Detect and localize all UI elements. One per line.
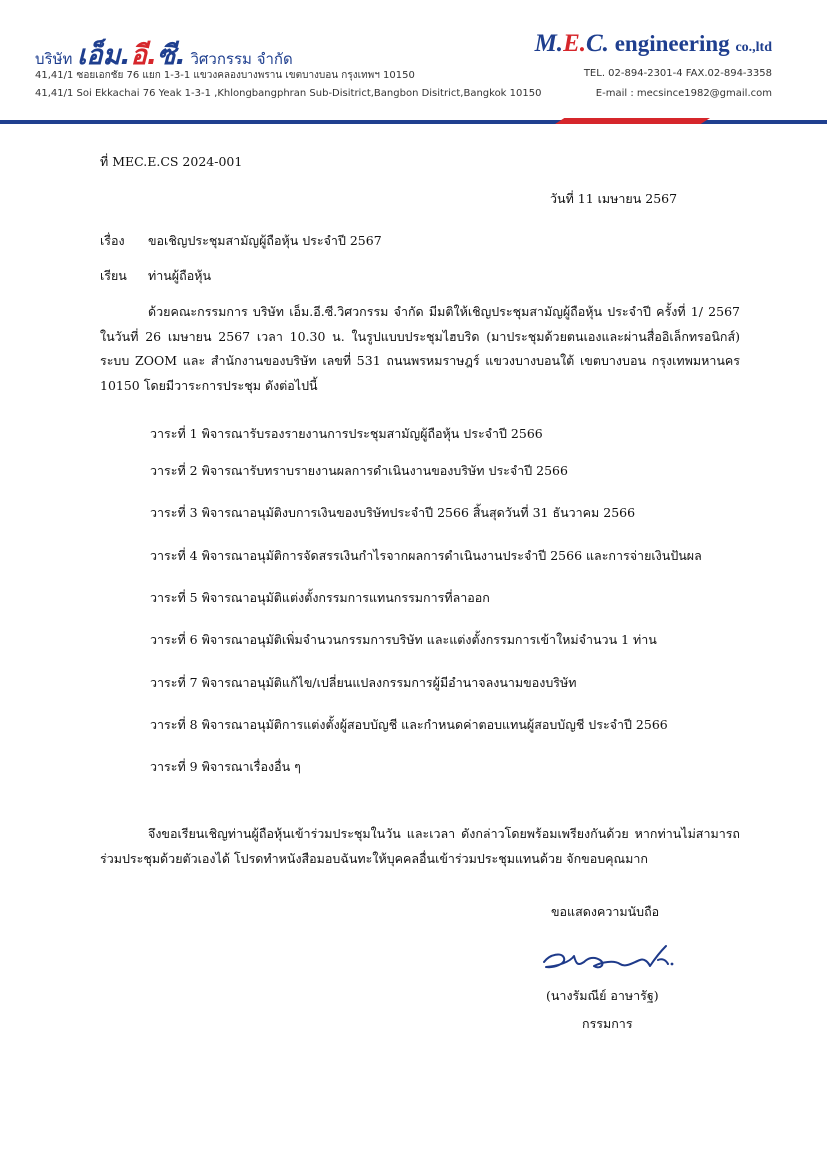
company-brand-thai [77,40,186,71]
address-english: 41,41/1 Soi Ekkachai 76 Yeak 1-3-1 ,Khlongbangphran Sub-Disitrict,Bangbon Disitrict,Bangkok 10150 [35,88,542,99]
logo-part-3: C. [586,30,609,57]
letter-date: วันที่ 11 เมษายน 2567 [550,191,678,206]
intro-paragraph: ด้วยคณะกรรมการ บริษัท เอ็ม.อี.ซี.วิศวกรรม จำกัด มีมติให้เชิญประชุมสามัญผู้ถือหุ้น ประจำปี ครั้งที่ 1/ 2567 ในวันที่ 26 เมษายน 2567 เวลา 10.30 น. ในรูปแบบประชุมไฮบริด (มาประชุมด้วยตนเองและผ่านสื่ออิเล็กทรอนิกส์) ระบบ ZOOM และ สำนักงานของบริษัท เลขที่ 531 ถนนพรหมราษฎร์ แขวงบางบอนใต้ เขตบางบอน กรุงเทพมหานคร 10150 โดยมีวาระการประชุม ดังต่อไปนี้ [100,304,740,393]
signer-title: กรรมการ [582,1016,633,1031]
agenda-item-4: วาระที่ 4 พิจารณาอนุมัติการจัดสรรเงินกำไรจากผลการดำเนินงานประจำปี 2566 และการจ่ายเงินปันผล [150,548,702,563]
address-thai: 41,41/1 ซอยเอกชัย 76 แยก 1-3-1 แขวงคลองบางพราน เขตบางบอน กรุงเทพฯ 10150 [35,70,415,81]
agenda-item-8: วาระที่ 8 พิจารณาอนุมัติการแต่งตั้งผู้สอบบัญชี และกำหนดค่าตอบแทนผู้สอบบัญชี ประจำปี 2566 [150,717,668,732]
regards: ขอแสดงความนับถือ [551,904,660,919]
brand-part-2: อี. [130,40,158,71]
tel-fax: TEL. 02-894-2301-4 FAX.02-894-3358 [583,68,772,79]
agenda-item-3: วาระที่ 3 พิจารณาอนุมัติงบการเงินของบริษัทประจำปี 2566 สิ้นสุดวันที่ 31 ธันวาคม 2566 [150,505,636,520]
reference-number: ที่ MEC.E.CS 2024-001 [100,154,243,169]
company-suffix-en: co.,ltd [735,40,772,55]
agenda-item-5: วาระที่ 5 พิจารณาอนุมัติแต่งตั้งกรรมการแทนกรรมการที่ลาออก [150,590,490,605]
subject: ขอเชิญประชุมสามัญผู้ถือหุ้น ประจำปี 2567 [148,233,382,248]
email: E-mail : mecsince1982@gmail.com [595,88,772,99]
closing-paragraph: จึงขอเรียนเชิญท่านผู้ถือหุ้นเข้าร่วมประชุมในวัน และเวลา ดังกล่าวโดยพร้อมเพรียงกันด้วย หากท่านไม่สามารถ ร่วมประชุมด้วยตัวเองได้ โปรดทำหนังสือมอบฉันทะให้บุคคลอื่นเข้าร่วมประชุมแทนด้วย จักขอบคุณมาก [100,826,740,866]
recipient-label: เรียน [100,268,127,283]
agenda-item-9: วาระที่ 9 พิจารณาเรื่องอื่น ๆ [150,759,301,774]
recipient: ท่านผู้ถือหุ้น [148,268,211,283]
agenda-item-1: วาระที่ 1 พิจารณารับรองรายงานการประชุมสามัญผู้ถือหุ้น ประจำปี 2566 [150,426,543,441]
subject-label: เรื่อง [100,233,125,248]
company-name-en-word: engineering [608,31,736,56]
signer-name: (นางรัมณีย์ อาษารัฐ) [546,988,659,1003]
logo-part-2: E. [563,30,586,57]
letterhead-accent [555,118,710,124]
agenda-item-7: วาระที่ 7 พิจารณาอนุมัติแก้ไข/เปลี่ยนแปลงกรรมการผู้มีอำนาจลงนามของบริษัท [150,675,577,690]
brand-part-3: ซี. [157,40,186,71]
company-prefix: บริษัท [35,50,73,68]
company-name-english [535,30,772,58]
agenda-item-6: วาระที่ 6 พิจารณาอนุมัติเพิ่มจำนวนกรรมการบริษัท และแต่งตั้งกรรมการเข้าใหม่จำนวน 1 ท่าน [150,632,657,647]
signature-graphic [540,940,680,980]
logo-part-1: M. [534,30,564,57]
brand-part-1: เอ็ม. [77,40,131,71]
company-logo-mec [535,30,609,57]
company-suffix-thai: วิศวกรรม จำกัด [185,50,293,68]
agenda-item-2: วาระที่ 2 พิจารณารับทราบรายงานผลการดำเนินงานของบริษัท ประจำปี 2566 [150,463,568,478]
